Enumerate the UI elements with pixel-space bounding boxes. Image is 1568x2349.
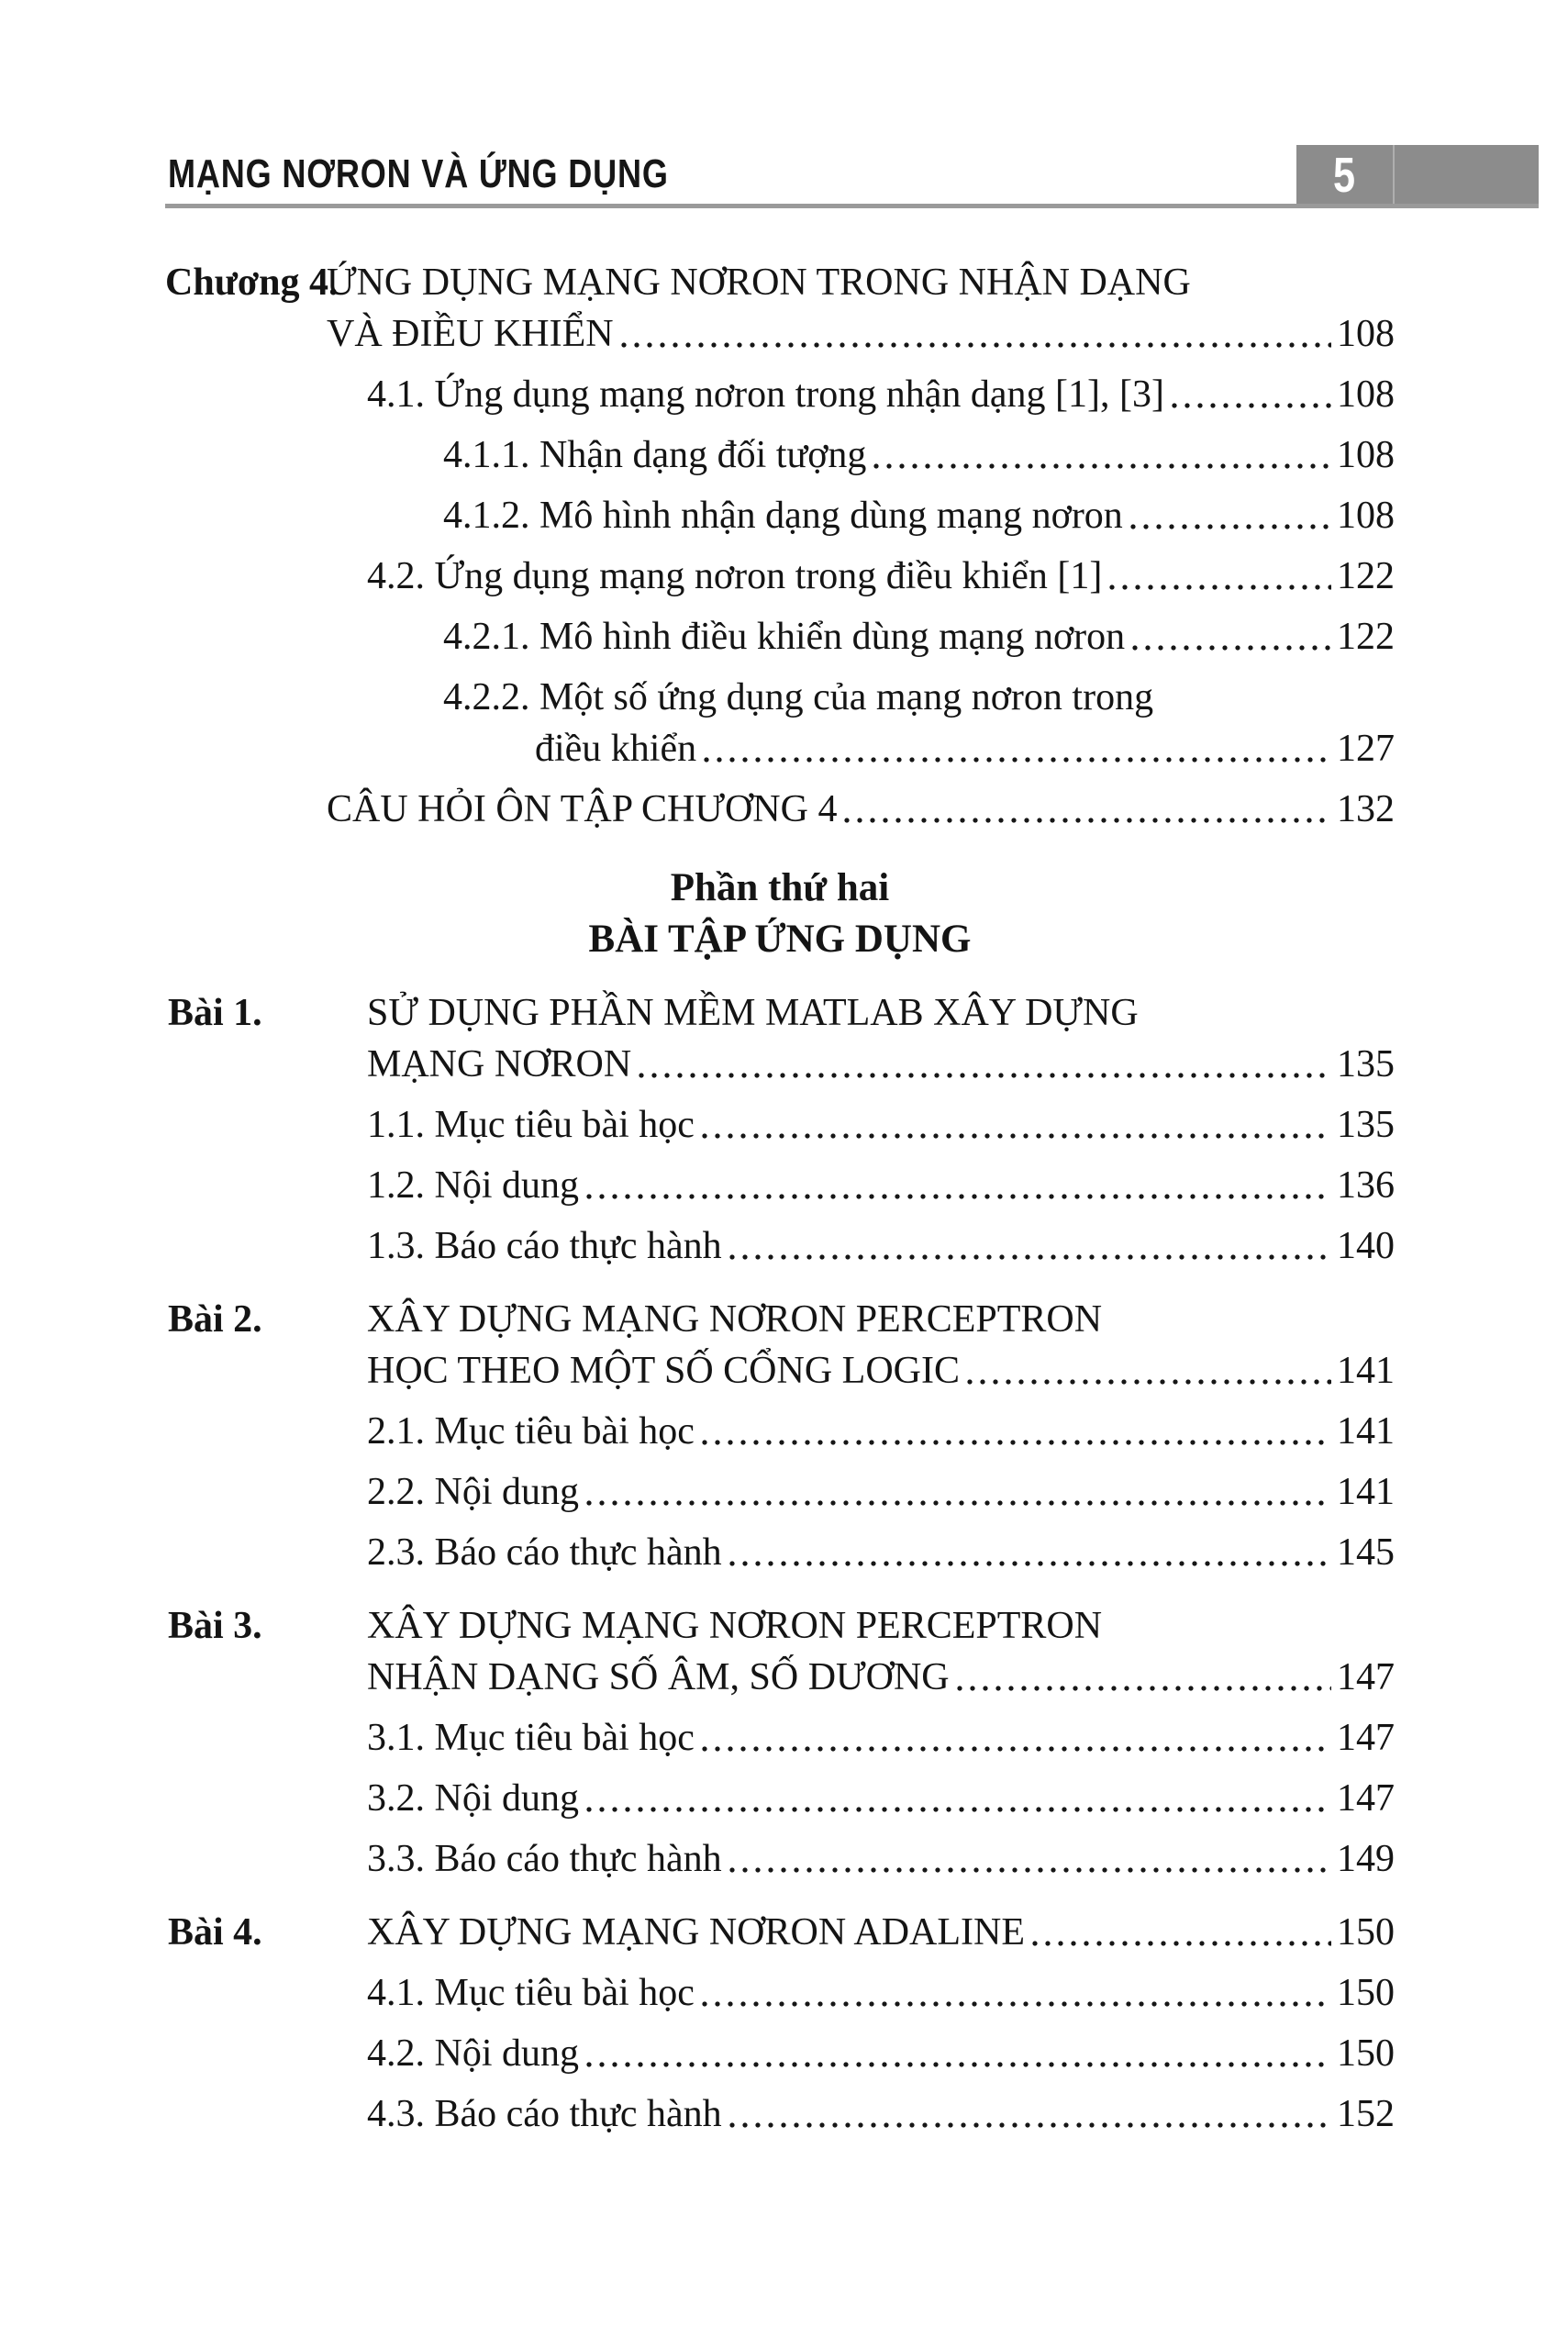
toc-line-text: NHẬN DẠNG SỐ ÂM, SỐ DƯƠNG xyxy=(367,1656,950,1698)
toc-line-text: 2.1. Mục tiêu bài học xyxy=(367,1410,695,1453)
toc-line xyxy=(165,723,1395,774)
toc-page-number: 147 xyxy=(1337,1656,1395,1698)
toc-page-number: 141 xyxy=(1337,1471,1395,1513)
toc-dot-leader xyxy=(621,342,1331,348)
toc-page-number: 147 xyxy=(1337,1777,1395,1820)
toc-dot-leader xyxy=(729,1561,1331,1566)
toc-line-text: CÂU HỎI ÔN TẬP CHƯƠNG 4 xyxy=(327,788,838,830)
toc-line xyxy=(165,1833,1395,1885)
toc-dot-leader xyxy=(873,463,1331,469)
toc-page-number: 150 xyxy=(1337,1972,1395,2014)
toc-line-text: XÂY DỰNG MẠNG NƠRON ADALINE xyxy=(367,1911,1025,1954)
toc-dot-leader xyxy=(586,1807,1331,1812)
toc-line-text: 4.2.2. Một số ứng dụng của mạng nơron trong xyxy=(443,676,1154,718)
toc-entry xyxy=(165,1600,1395,1703)
section-heading: BÀI TẬP ỨNG DỤNG xyxy=(588,918,972,961)
toc-line-text: 4.2. Nội dung xyxy=(367,2032,579,2075)
toc-entry xyxy=(165,1833,1395,1885)
toc-line xyxy=(165,1294,1395,1345)
toc-page-number: 108 xyxy=(1337,373,1395,416)
toc-entry xyxy=(165,369,1395,420)
toc-entry xyxy=(165,2028,1395,2079)
toc-line-text: VÀ ĐIỀU KHIỂN xyxy=(327,313,614,355)
toc-line xyxy=(165,1406,1395,1457)
toc-line xyxy=(165,784,1395,835)
toc-line xyxy=(165,1220,1395,1272)
toc-line xyxy=(165,1160,1395,1211)
toc-line-text: 4.1.2. Mô hình nhận dạng dùng mạng nơron xyxy=(443,495,1123,537)
toc-dot-leader xyxy=(957,1686,1331,1691)
toc-page-number: 135 xyxy=(1337,1104,1395,1146)
toc-entry xyxy=(165,551,1395,602)
toc-line xyxy=(165,611,1395,662)
toc-page-number: 132 xyxy=(1337,788,1395,830)
toc-line xyxy=(165,1967,1395,2019)
section-heading: Phần thứ hai xyxy=(670,866,890,909)
toc-page-number: 122 xyxy=(1337,555,1395,597)
toc-dot-leader xyxy=(1109,584,1331,590)
toc-page-number: 127 xyxy=(1337,728,1395,770)
toc-entry xyxy=(165,1294,1395,1397)
toc-line xyxy=(165,2028,1395,2079)
toc-line-text: 4.1.1. Nhận dạng đối tượng xyxy=(443,434,867,476)
toc-line-text: HỌC THEO MỘT SỐ CỔNG LOGIC xyxy=(367,1350,960,1392)
toc-dot-leader xyxy=(702,1133,1331,1139)
toc-page-number: 150 xyxy=(1337,2032,1395,2075)
toc-line xyxy=(165,257,1395,308)
toc-line xyxy=(165,1600,1395,1652)
book-title-text: MẠNG NƠRON VÀ ỨNG DỤNG xyxy=(168,151,669,196)
toc-line xyxy=(165,1039,1395,1090)
toc-line-text: 4.2. Ứng dụng mạng nơron trong điều khiển [1] xyxy=(367,555,1103,597)
toc-dot-leader xyxy=(702,1440,1331,1445)
toc-line-text: 1.1. Mục tiêu bài học xyxy=(367,1104,695,1146)
toc-entry xyxy=(165,257,1395,360)
toc-page-number: 122 xyxy=(1337,616,1395,658)
toc-dot-leader xyxy=(1172,403,1331,408)
toc-entry-label: Bài 2. xyxy=(168,1298,262,1341)
toc-line-text: 2.3. Báo cáo thực hành xyxy=(367,1531,722,1574)
toc-dot-leader xyxy=(702,2001,1331,2007)
toc-entry xyxy=(165,490,1395,541)
toc-line xyxy=(165,1099,1395,1151)
book-title xyxy=(168,151,779,196)
toc-entry xyxy=(165,1220,1395,1272)
toc-page-number: 135 xyxy=(1337,1043,1395,1085)
toc-entry xyxy=(165,987,1395,1090)
toc-line-text: 1.3. Báo cáo thực hành xyxy=(367,1225,722,1267)
toc-entry-label: Bài 4. xyxy=(168,1911,262,1954)
toc-line-text: 3.1. Mục tiêu bài học xyxy=(367,1717,695,1759)
toc-line-text: 2.2. Nội dung xyxy=(367,1471,579,1513)
toc-line xyxy=(165,1907,1395,1958)
toc-line xyxy=(165,987,1395,1039)
toc-dot-leader xyxy=(729,1867,1331,1873)
toc-entry xyxy=(165,1907,1395,1958)
toc-entry-label: Bài 1. xyxy=(168,992,262,1034)
toc-entry xyxy=(165,1712,1395,1764)
toc-entry xyxy=(165,1406,1395,1457)
toc-dot-leader xyxy=(704,757,1331,763)
toc-page-number: 108 xyxy=(1337,313,1395,355)
toc-line xyxy=(165,1652,1395,1703)
toc-page-number: 141 xyxy=(1337,1350,1395,1392)
toc-entry xyxy=(165,672,1395,774)
toc-line xyxy=(165,369,1395,420)
toc-page-number: 108 xyxy=(1337,495,1395,537)
toc xyxy=(165,257,1395,2140)
toc-line xyxy=(165,672,1395,723)
toc-dot-leader xyxy=(967,1379,1331,1385)
toc-page-number: 140 xyxy=(1337,1225,1395,1267)
toc-line-text: ỨNG DỤNG MẠNG NƠRON TRONG NHẬN DẠNG xyxy=(327,262,1191,304)
toc-dot-leader xyxy=(844,818,1331,823)
badge-divider xyxy=(1393,145,1395,205)
toc-line-text: 3.3. Báo cáo thực hành xyxy=(367,1838,722,1880)
toc-dot-leader xyxy=(1032,1941,1331,1946)
toc-dot-leader xyxy=(729,2122,1331,2128)
toc-entry-label: Chương 4. xyxy=(165,262,339,304)
toc-line xyxy=(165,1466,1395,1518)
toc-line xyxy=(165,1345,1395,1397)
toc-dot-leader xyxy=(1130,524,1331,529)
toc-entry-label: Bài 3. xyxy=(168,1605,262,1647)
toc-entry xyxy=(165,1466,1395,1518)
toc-line-text: 4.1. Ứng dụng mạng nơron trong nhận dạng [1], [3] xyxy=(367,373,1164,416)
toc-page-number: 145 xyxy=(1337,1531,1395,1574)
toc-line-text: XÂY DỰNG MẠNG NƠRON PERCEPTRON xyxy=(367,1298,1103,1341)
toc-entry xyxy=(165,1967,1395,2019)
header-rule xyxy=(165,204,1539,208)
toc-dot-leader xyxy=(586,1500,1331,1506)
toc-page-number: 152 xyxy=(1337,2093,1395,2135)
toc-page-number: 150 xyxy=(1337,1911,1395,1954)
toc-page-number: 108 xyxy=(1337,434,1395,476)
toc-dot-leader xyxy=(639,1073,1331,1078)
toc-line xyxy=(165,1712,1395,1764)
toc-page-number: 149 xyxy=(1337,1838,1395,1880)
toc-entry xyxy=(165,611,1395,662)
toc-entry xyxy=(165,1099,1395,1151)
toc-line xyxy=(165,2088,1395,2140)
toc-line xyxy=(165,1527,1395,1578)
toc-line-text: SỬ DỤNG PHẦN MỀM MATLAB XÂY DỰNG xyxy=(367,992,1139,1034)
toc-line-text: 4.1. Mục tiêu bài học xyxy=(367,1972,695,2014)
toc-dot-leader xyxy=(586,1194,1331,1199)
toc-dot-leader xyxy=(702,1746,1331,1752)
page-number-cell xyxy=(1296,145,1393,205)
toc-dot-leader xyxy=(1132,645,1331,651)
toc-line xyxy=(165,490,1395,541)
toc-dot-leader xyxy=(586,2062,1331,2067)
toc-dot-leader xyxy=(729,1254,1331,1260)
toc-line-text: 4.2.1. Mô hình điều khiển dùng mạng nơron xyxy=(443,616,1126,658)
toc-entry xyxy=(165,1773,1395,1824)
toc-line xyxy=(165,1773,1395,1824)
toc-line xyxy=(165,429,1395,481)
toc-line-text: điều khiển xyxy=(535,728,697,770)
page-number: 5 xyxy=(1333,147,1356,203)
page-header xyxy=(0,0,1568,220)
toc-entry xyxy=(165,1527,1395,1578)
toc-page-number: 141 xyxy=(1337,1410,1395,1453)
toc-line-text: 1.2. Nội dung xyxy=(367,1164,579,1207)
toc-page-number: 136 xyxy=(1337,1164,1395,1207)
toc-line xyxy=(165,551,1395,602)
toc-page-number: 147 xyxy=(1337,1717,1395,1759)
toc-entry xyxy=(165,1160,1395,1211)
toc-line-text: XÂY DỰNG MẠNG NƠRON PERCEPTRON xyxy=(367,1605,1103,1647)
toc-line xyxy=(165,308,1395,360)
toc-line-text: MẠNG NƠRON xyxy=(367,1043,632,1085)
toc-line-text: 3.2. Nội dung xyxy=(367,1777,579,1820)
toc-entry xyxy=(165,429,1395,481)
toc-entry xyxy=(165,2088,1395,2140)
toc-entry xyxy=(165,784,1395,835)
page-number-badge xyxy=(1296,145,1539,205)
toc-line-text: 4.3. Báo cáo thực hành xyxy=(367,2093,722,2135)
